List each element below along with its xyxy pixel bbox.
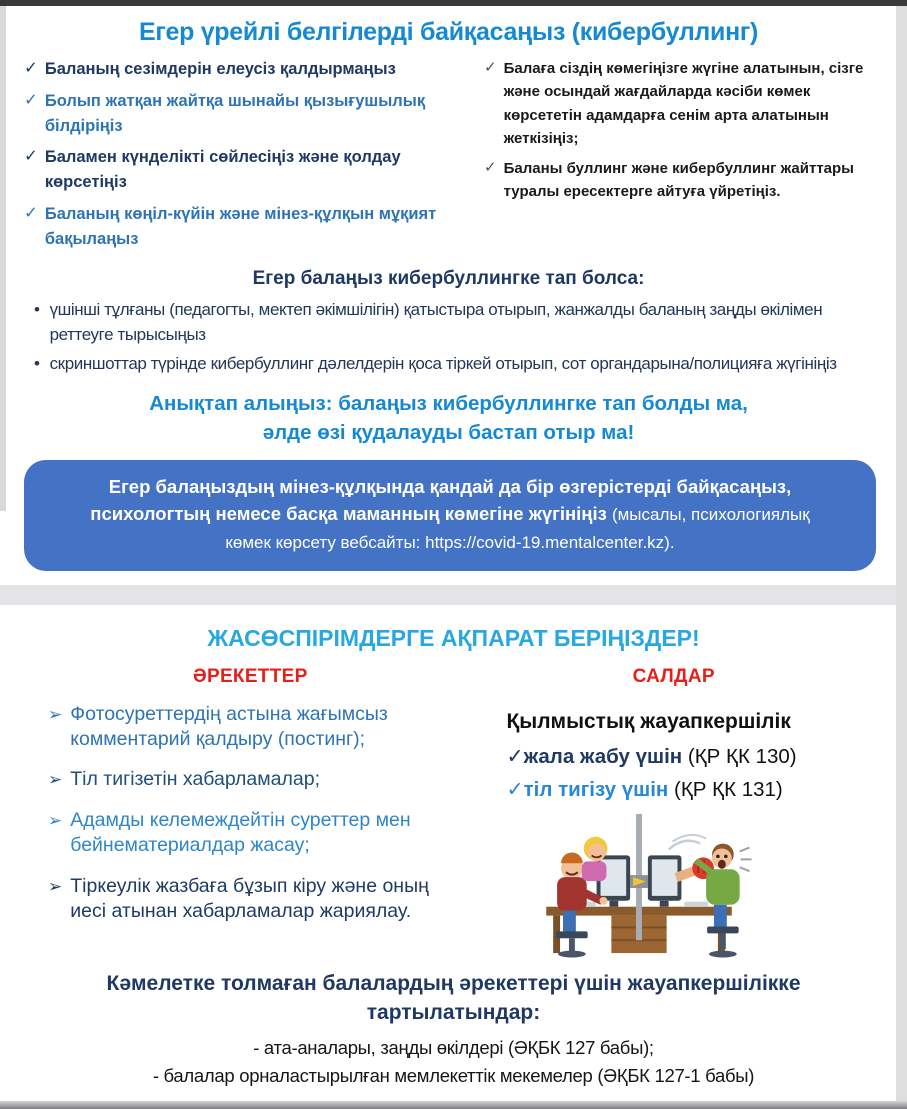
page-bottom-edge [0,1101,907,1109]
page-left-edge [0,6,6,511]
actions-column [30,702,470,965]
list-item [34,352,867,377]
check-icon: ✓ [484,159,497,176]
arrow-bullet-icon: ➢ [48,704,63,724]
criminal-liability-heading: Қылмыстық жауапкершілік [506,709,791,733]
action-text: Тіркеулік жазбаға бұзып кіру және оның иесі атынан хабарламалар жариялау. [70,874,429,922]
bullet-icon: • [34,353,40,373]
check-icon: ✓ [484,59,497,76]
check-icon: ✓ [24,59,38,77]
advice-columns [24,57,873,258]
column-headers [30,666,877,688]
list-item [34,298,867,347]
consequence-item [506,744,877,769]
teen-info-section [0,605,907,1101]
bullet-icon: • [34,300,40,320]
action-item [48,767,460,792]
consequences-column [470,702,877,965]
if-child-bullied-heading: Егер балаңыз кибербуллингке тап болса: [252,268,645,290]
arrow-bullet-icon: ➢ [48,876,63,896]
check-icon: ✓ [506,777,524,801]
consequence-item [506,777,877,802]
recommendation-list [24,298,873,376]
section1-title: Егер үрейлі белгілерді байқасаңыз (кибербуллинг) [138,18,759,46]
help-box-note-text: (мысалы, психологиялық көмек көрсету вебсайты: [225,505,810,553]
page-right-edge [896,6,907,1101]
callout-line: әлде өзі қудалауды бастап отыр ма! [262,420,635,444]
check-icon: ✓ [24,147,38,166]
arrow-bullet-icon: ➢ [48,810,63,830]
section-divider [0,585,907,605]
advice-text: Баланың көңіл-күйін және мінез-құлқын мұқият бақылаңыз [44,204,437,248]
callout-line: Анықтап алыңыз: балаңыз кибербуллингке тап болды ма, [149,392,748,416]
advice-item [24,145,456,195]
action-text: Фотосуреттердің астына жағымсыз комментарий қалдыру (постинг); [70,702,388,751]
warning-signs-section [0,6,907,571]
consequence-label: жала жабу үшін [523,744,683,768]
action-text: Тіл тигізетін хабарламалар; [70,768,321,791]
check-icon: ✓ [24,90,38,109]
advice-item [484,57,873,150]
advice-text: Баламен күнделікті сөйлесіңіз және қолдау көрсетіңіз [44,148,401,191]
help-box-note-suffix: ). [664,533,675,553]
find-out-callout [24,390,873,447]
psychologist-help-box [24,460,876,571]
advice-column-left [24,57,456,258]
advice-item [24,89,456,139]
mentalcenter-link[interactable]: https://covid-19.mentalcenter.kz [425,533,665,553]
arrow-bullet-icon: ➢ [48,770,63,790]
advice-text: Баланың сезімдерін елеусіз қалдырмаңыз [44,60,396,78]
advice-text: Балаға сіздің көмегіңізге жүгіне алатынын, сізге және осындай жағдайларда кәсіби көмек көрсететін адамдарға сенім арта алатынын жеткізіңіз; [503,60,864,147]
liability-line: - ата-аналары, заңды өкілдері (ӘҚБК 127 бабы); [253,1036,654,1058]
recommendation-text: скриншоттар түрінде кибербуллинг дәлелдерін қоса тіркей отырып, сот органдарына/полицияға жүгініңіз [49,353,837,373]
advice-item [484,157,873,204]
consequences-header: САЛДАР [632,665,715,687]
recommendation-text: үшінші тұлғаны (педагогты, мектеп әкімшілігін) қатыстыра отырып, жанжалды баланың заңды өкілімен реттеуге тырысыңыз [49,300,823,344]
minors-liability-heading: Кәмелетке толмаған балалардың әрекеттері үшін жауапкершілікке тартылатындар: [106,971,801,1025]
advice-item [24,57,456,82]
action-item [48,702,460,753]
advice-text: Баланы буллинг және кибербуллинг жайттары туралы ересектерге айтуға үйретіңіз. [503,160,854,201]
action-item [48,874,460,925]
advice-item [24,202,456,252]
section2-title: ЖАСӨСПІРІМДЕРГЕ АҚПАРАТ БЕРІҢІЗДЕР! [207,624,700,651]
check-icon: ✓ [24,203,38,222]
action-item [48,808,460,859]
check-icon: ✓ [506,744,524,768]
actions-consequences-columns [30,702,877,965]
consequence-label: тіл тигізу үшін [523,777,669,801]
advice-text: Болып жатқан жайтқа шынайы қызығушылық білдіріңіз [44,91,426,135]
cyberbullying-cartoon [520,812,877,965]
action-text: Адамды келемеждейтін суреттер мен бейнематериалдар жасау; [70,808,411,857]
actions-header: ӘРЕКЕТТЕР [192,665,308,687]
consequence-article: (ҚР ҚК 130) [682,744,797,768]
liability-line: - балалар орналастырылған мемлекеттік мекемелер (ӘҚБК 127-1 бабы) [152,1065,755,1087]
advice-column-right [484,57,873,258]
consequence-article: (ҚР ҚК 131) [668,777,783,801]
help-box-main-text: Егер балаңыздың мінез-құлқында қандай да бір өзгерістерді байқасаңыз, психологтың немесе басқа маманның көмегіне жүгініңіз [90,475,792,525]
